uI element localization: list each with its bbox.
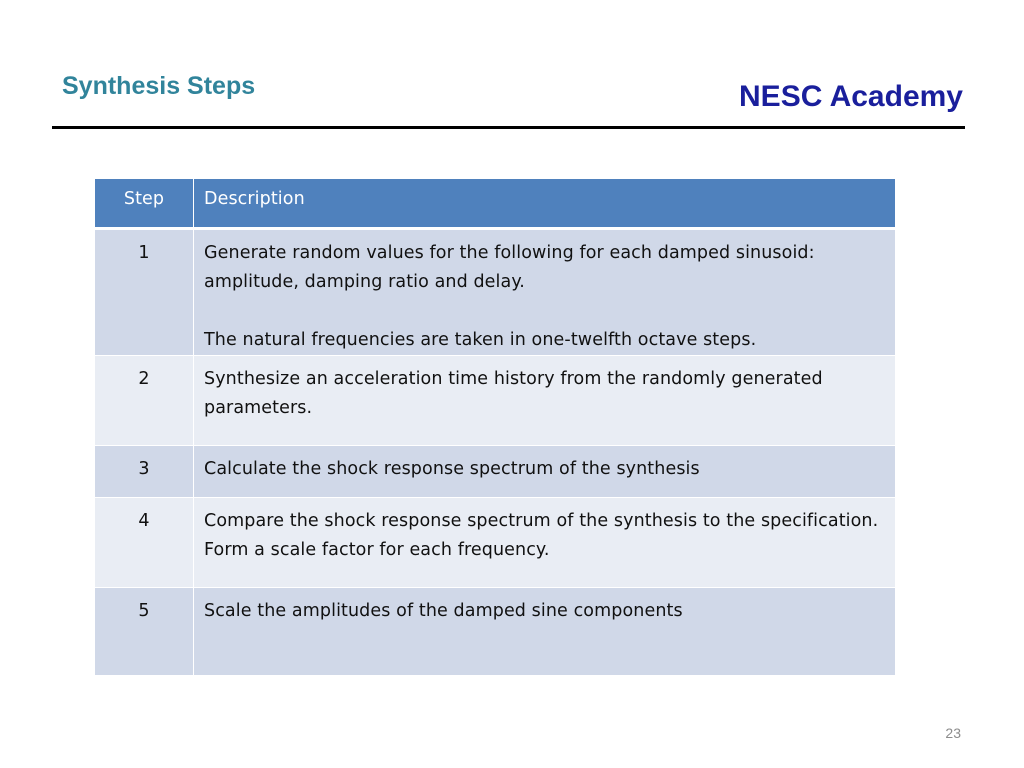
table-row xyxy=(95,446,896,498)
page-number: 23 xyxy=(945,725,961,741)
slide-title: Synthesis Steps xyxy=(62,72,256,100)
table-row xyxy=(95,588,896,676)
step-description: Calculate the shock response spectrum of the synthesis xyxy=(194,446,896,498)
synthesis-steps-table xyxy=(94,178,896,676)
step-description xyxy=(194,229,896,356)
table-row xyxy=(95,229,896,356)
header-divider xyxy=(52,126,965,129)
step-number: 1 xyxy=(95,229,194,356)
step-number: 5 xyxy=(95,588,194,676)
step-description: Compare the shock response spectrum of the synthesis to the specification. Form a scale factor for each frequency. xyxy=(194,498,896,588)
step-description: Scale the amplitudes of the damped sine components xyxy=(194,588,896,676)
brand-logo-text: NESC Academy xyxy=(739,80,963,113)
step-number: 4 xyxy=(95,498,194,588)
step-description-text: Generate random values for the following for each damped sinusoid: amplitude, damping ratio and delay. xyxy=(204,243,815,292)
column-header-step: Step xyxy=(95,179,194,229)
table-row xyxy=(95,498,896,588)
table-header-row xyxy=(95,179,896,229)
step-number: 3 xyxy=(95,446,194,498)
step-description-note: The natural frequencies are taken in one-twelfth octave steps. xyxy=(204,330,757,350)
step-number: 2 xyxy=(95,356,194,446)
step-description: Synthesize an acceleration time history from the randomly generated parameters. xyxy=(194,356,896,446)
table-row xyxy=(95,356,896,446)
column-header-description: Description xyxy=(194,179,896,229)
